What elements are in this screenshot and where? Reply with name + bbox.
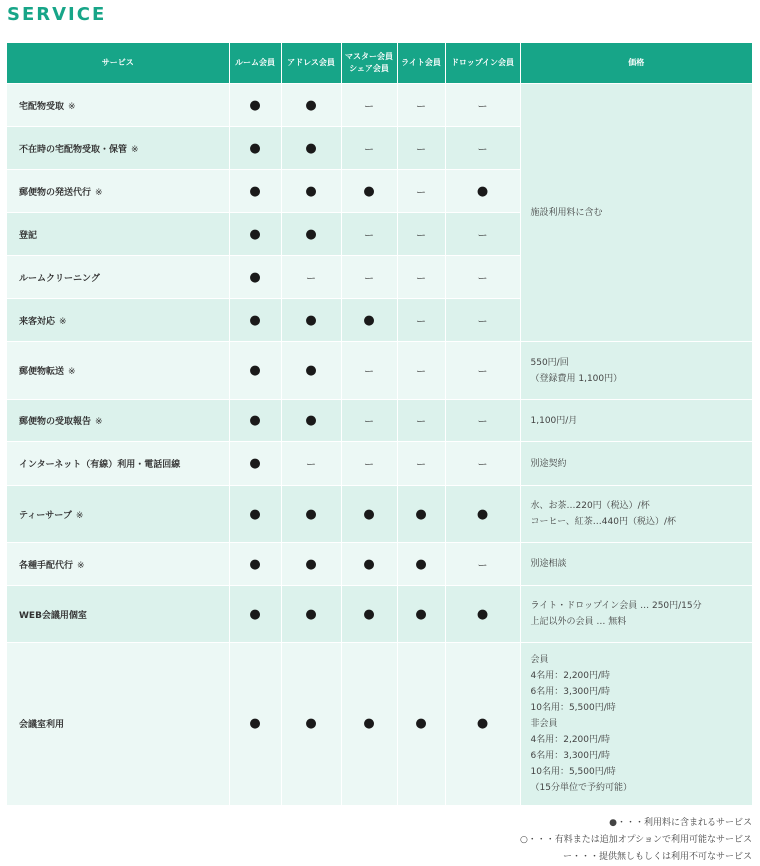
cell-lite: ー xyxy=(397,170,445,213)
cell-master: ● xyxy=(341,586,397,643)
price-arrange: 別途相談 xyxy=(520,543,752,586)
cell-master: ー xyxy=(341,342,397,400)
cell-master: ー xyxy=(341,256,397,299)
table-row xyxy=(7,643,752,805)
cell-master: ー xyxy=(341,400,397,442)
cell-lite: ー xyxy=(397,213,445,256)
cell-room: ● xyxy=(229,213,281,256)
price-forwarding: 550円/回 （登録費用 1,100円） xyxy=(520,342,752,400)
cell-dropin: ー xyxy=(445,299,520,342)
service-name: ティーサーブ ※ xyxy=(7,486,229,543)
cell-address: ● xyxy=(281,84,341,127)
table-row xyxy=(7,84,752,127)
cell-dropin: ー xyxy=(445,342,520,400)
service-name: ルームクリーニング xyxy=(7,256,229,299)
cell-room: ● xyxy=(229,299,281,342)
header-service: サービス xyxy=(7,43,229,84)
price-meeting: 会員 4名用：2,200円/時 6名用：3,300円/時 10名用：5,500円/時 非会員 4名用：2,200円/時 6名用：3,300円/時 10名用：5,500円/時 （15分単位で予約可能） xyxy=(520,643,752,805)
price-included: 施設利用料に含む xyxy=(520,84,752,342)
cell-room: ● xyxy=(229,543,281,586)
cell-room: ● xyxy=(229,342,281,400)
cell-address: ● xyxy=(281,400,341,442)
cell-address: ● xyxy=(281,213,341,256)
cell-room: ● xyxy=(229,643,281,805)
service-name: 登記 xyxy=(7,213,229,256)
table-row xyxy=(7,342,752,400)
cell-room: ● xyxy=(229,486,281,543)
price-internet: 別途契約 xyxy=(520,442,752,486)
service-name: 郵便物転送 ※ xyxy=(7,342,229,400)
cell-lite: ー xyxy=(397,256,445,299)
service-name: 来客対応 ※ xyxy=(7,299,229,342)
table-header-row xyxy=(7,43,752,84)
cell-dropin: ● xyxy=(445,486,520,543)
cell-address: ● xyxy=(281,486,341,543)
service-name: 不在時の宅配物受取・保管 ※ xyxy=(7,127,229,170)
cell-address: ● xyxy=(281,586,341,643)
legend-unavailable: ー・・・提供無しもしくは利用不可なサービス xyxy=(562,852,752,862)
cell-address: ー xyxy=(281,442,341,486)
cell-lite: ー xyxy=(397,299,445,342)
cell-lite: ー xyxy=(397,400,445,442)
cell-address: ● xyxy=(281,643,341,805)
service-name: インターネット（有線）利用・電話回線 xyxy=(7,442,229,486)
header-master-line1: マスター会員 xyxy=(345,52,393,61)
service-name: WEB会議用個室 xyxy=(7,586,229,643)
cell-address: ● xyxy=(281,299,341,342)
cell-room: ● xyxy=(229,256,281,299)
cell-address: ● xyxy=(281,543,341,586)
header-master-line2: シェア会員 xyxy=(349,64,389,73)
cell-master: ● xyxy=(341,643,397,805)
price-report: 1,100円/月 xyxy=(520,400,752,442)
cell-dropin: ー xyxy=(445,127,520,170)
service-name: 会議室利用 xyxy=(7,643,229,805)
cell-lite: ● xyxy=(397,586,445,643)
cell-lite: ー xyxy=(397,342,445,400)
cell-dropin: ー xyxy=(445,84,520,127)
header-address: アドレス会員 xyxy=(281,43,341,84)
header-price: 価格 xyxy=(520,43,752,84)
table-row xyxy=(7,400,752,442)
cell-dropin: ー xyxy=(445,442,520,486)
cell-lite: ー xyxy=(397,127,445,170)
cell-dropin: ● xyxy=(445,586,520,643)
page-title: SERVICE xyxy=(7,4,107,25)
cell-master: ● xyxy=(341,486,397,543)
table-row xyxy=(7,586,752,643)
cell-lite: ● xyxy=(397,643,445,805)
cell-lite: ● xyxy=(397,543,445,586)
service-name: 郵便物の発送代行 ※ xyxy=(7,170,229,213)
price-web: ライト・ドロップイン会員 … 250円/15分 上記以外の会員 … 無料 xyxy=(520,586,752,643)
legend xyxy=(520,815,752,866)
cell-dropin: ー xyxy=(445,543,520,586)
legend-optional: ○・・・有料または追加オプションで利用可能なサービス xyxy=(519,835,752,845)
cell-address: ● xyxy=(281,127,341,170)
cell-room: ● xyxy=(229,170,281,213)
cell-address: ● xyxy=(281,342,341,400)
service-name: 郵便物の受取報告 ※ xyxy=(7,400,229,442)
cell-dropin: ー xyxy=(445,400,520,442)
service-name: 宅配物受取 ※ xyxy=(7,84,229,127)
header-dropin: ドロップイン会員 xyxy=(445,43,520,84)
cell-room: ● xyxy=(229,127,281,170)
price-tea: 水、お茶…220円（税込）/杯 コーヒー、紅茶…440円（税込）/杯 xyxy=(520,486,752,543)
cell-room: ● xyxy=(229,400,281,442)
cell-room: ● xyxy=(229,84,281,127)
cell-master: ● xyxy=(341,170,397,213)
cell-dropin: ● xyxy=(445,643,520,805)
cell-master: ● xyxy=(341,543,397,586)
header-master xyxy=(341,43,397,84)
cell-room: ● xyxy=(229,586,281,643)
cell-master: ー xyxy=(341,84,397,127)
table-row xyxy=(7,486,752,543)
cell-address: ● xyxy=(281,170,341,213)
cell-room: ● xyxy=(229,442,281,486)
cell-dropin: ー xyxy=(445,213,520,256)
table-row xyxy=(7,543,752,586)
cell-master: ● xyxy=(341,299,397,342)
legend-included: ●・・・利用料に含まれるサービス xyxy=(609,818,752,828)
cell-dropin: ー xyxy=(445,256,520,299)
cell-lite: ー xyxy=(397,84,445,127)
cell-lite: ● xyxy=(397,486,445,543)
header-room: ルーム会員 xyxy=(229,43,281,84)
table-row xyxy=(7,442,752,486)
cell-master: ー xyxy=(341,213,397,256)
cell-dropin: ● xyxy=(445,170,520,213)
header-lite: ライト会員 xyxy=(397,43,445,84)
cell-address: ー xyxy=(281,256,341,299)
service-table xyxy=(7,43,752,805)
service-name: 各種手配代行 ※ xyxy=(7,543,229,586)
cell-master: ー xyxy=(341,442,397,486)
cell-master: ー xyxy=(341,127,397,170)
cell-lite: ー xyxy=(397,442,445,486)
